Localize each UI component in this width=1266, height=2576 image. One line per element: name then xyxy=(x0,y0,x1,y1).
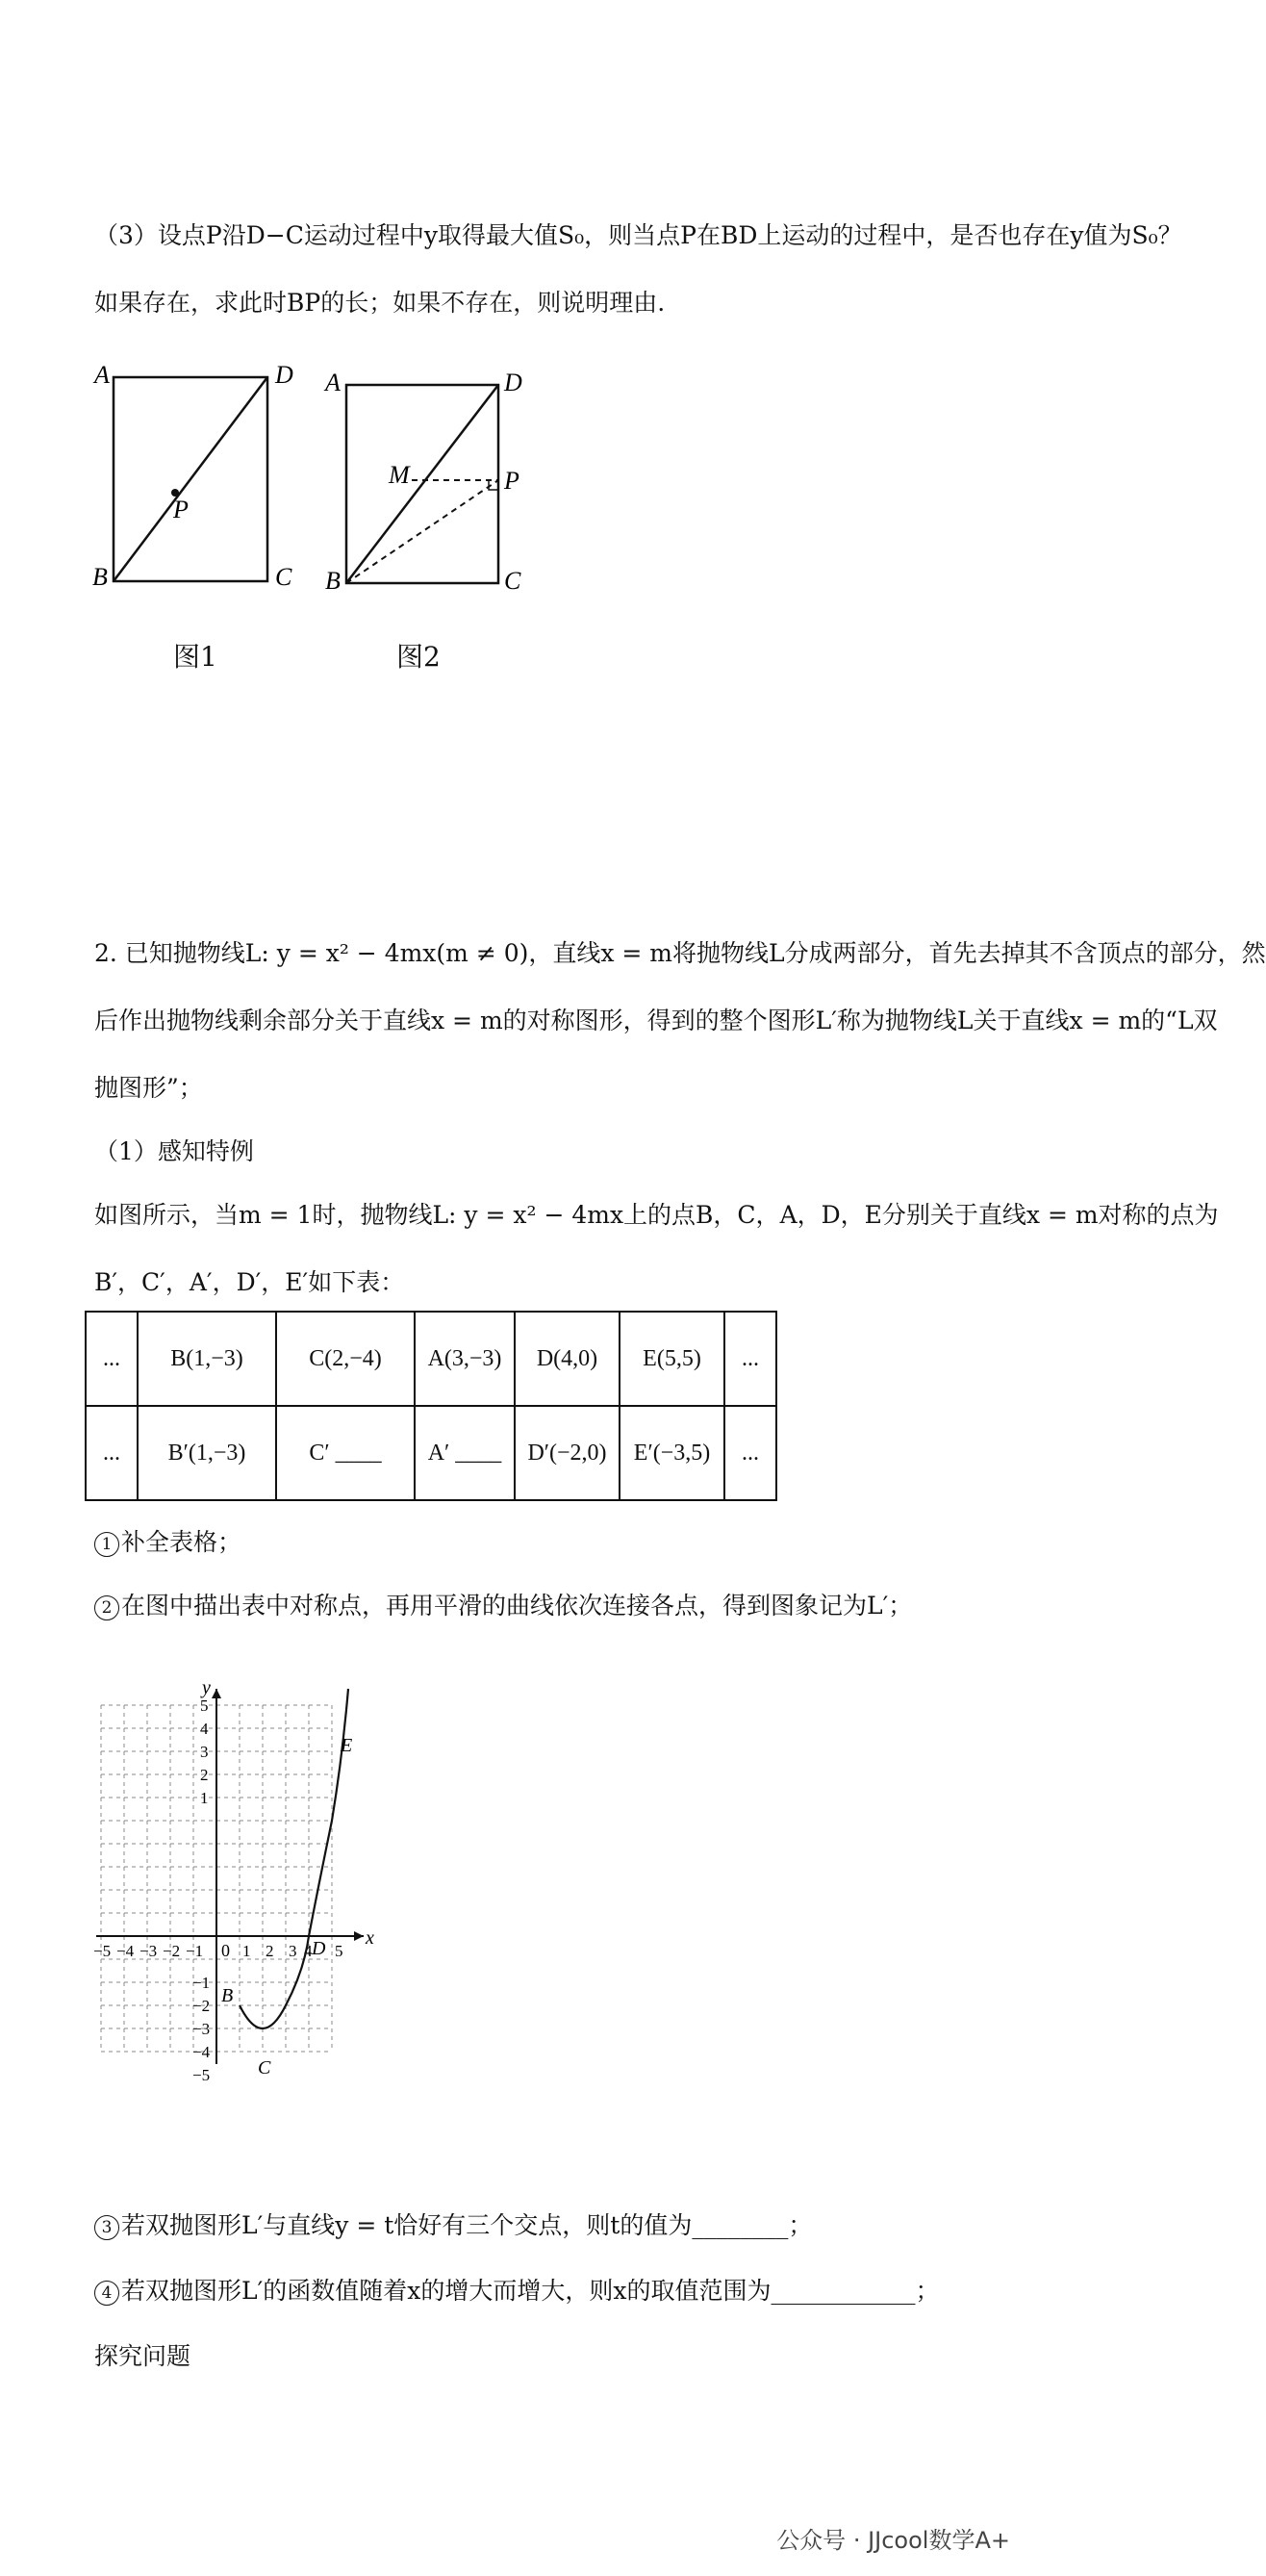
table-cell: ... xyxy=(86,1406,138,1500)
y-tick-label: 2 xyxy=(200,1766,209,1784)
table-cell: B(1,−3) xyxy=(138,1312,276,1406)
q2-line5: B′，C′，A′，D′，E′如下表： xyxy=(94,1268,405,1296)
table-cell: C(2,−4) xyxy=(276,1312,415,1406)
item-4 xyxy=(94,2275,939,2308)
item-number: 1 xyxy=(94,1532,119,1557)
table-cell: B′(1,−3) xyxy=(138,1406,276,1500)
item-text: 若双抛图形L′与直线y = t恰好有三个交点，则t的值为________； xyxy=(121,2211,813,2239)
q2-line1: 2. 已知抛物线L: y = x² − 4mx(m ≠ 0)，直线x = m将抛物线L分成两部分，首先去掉其不含顶点的部分，然 xyxy=(94,939,1266,967)
origin-label: 0 xyxy=(221,1941,230,1960)
q2-line4: 如图所示，当m = 1时，抛物线L: y = x² − 4mx上的点B，C，A，D，E分别关于直线x = m对称的点为 xyxy=(94,1201,1219,1229)
y-axis-label: y xyxy=(202,1677,211,1698)
x-tick-label: 2 xyxy=(266,1942,274,1960)
y-tick-label: 1 xyxy=(200,1789,209,1807)
table-row xyxy=(86,1312,776,1406)
item-text: 在图中描出表中对称点，再用平滑的曲线依次连接各点，得到图象记为L′； xyxy=(121,1592,913,1620)
q2-line2: 后作出抛物线剩余部分关于直线x = m的对称图形，得到的整个图形L′称为抛物线L关于直线x = m的“L双 xyxy=(94,1007,1218,1034)
y-tick-label: −1 xyxy=(192,1974,211,1992)
figure-2 xyxy=(317,356,539,595)
y-tick-label: −2 xyxy=(192,1997,211,2015)
fig2-label-M: M xyxy=(389,461,410,489)
item-2 xyxy=(94,1590,912,1622)
fig2-label-B: B xyxy=(325,567,341,595)
table-cell: ... xyxy=(86,1312,138,1406)
x-tick-label: 3 xyxy=(289,1942,297,1960)
table-cell: D′(−2,0) xyxy=(515,1406,620,1500)
item-1 xyxy=(94,1526,241,1559)
item-text: 若双抛图形L′的函数值随着x的增大而增大，则x的取值范围为____________； xyxy=(121,2277,940,2305)
fig2-caption: 图2 xyxy=(396,641,441,673)
q2-sub1: （1）感知特例 xyxy=(94,1137,254,1165)
symmetry-table xyxy=(85,1311,777,1501)
x-tick-label: 4 xyxy=(304,1942,313,1960)
fig2-label-P: P xyxy=(504,467,519,495)
fig1-caption: 图1 xyxy=(173,641,217,673)
watermark: 公众号 · JJcool数学A+ xyxy=(776,2527,1010,2554)
x-tick-label: 5 xyxy=(335,1942,343,1960)
table-cell: ... xyxy=(724,1312,776,1406)
point-label-D: D xyxy=(312,1938,326,1959)
y-tick-label: −3 xyxy=(192,2020,211,2038)
table-row xyxy=(86,1406,776,1500)
q2-line3: 抛图形”； xyxy=(94,1074,203,1102)
point-label-E: E xyxy=(341,1735,353,1756)
item-3 xyxy=(94,2209,812,2242)
y-tick-label: 5 xyxy=(200,1696,209,1715)
x-tick-label: 1 xyxy=(242,1942,251,1960)
x-tick-label: −5 xyxy=(93,1942,112,1960)
table-cell: D(4,0) xyxy=(515,1312,620,1406)
y-tick-label: 3 xyxy=(200,1743,209,1761)
coordinate-graph xyxy=(77,1650,404,2189)
point-label-C: C xyxy=(258,2057,271,2079)
fig2-label-D: D xyxy=(504,369,522,396)
fig1-label-P: P xyxy=(173,496,189,523)
fig2-label-A: A xyxy=(325,369,341,396)
fig1-label-A: A xyxy=(94,361,110,389)
explore-heading: 探究问题 xyxy=(94,2342,191,2370)
table-cell: A(3,−3) xyxy=(415,1312,515,1406)
point-label-B: B xyxy=(221,1985,234,2006)
x-tick-label: −4 xyxy=(116,1942,135,1960)
x-tick-label: −1 xyxy=(186,1942,204,1960)
item-number: 3 xyxy=(94,2215,119,2240)
x-axis-label: x xyxy=(366,1927,374,1949)
table-cell: A′ ____ xyxy=(415,1406,515,1500)
figure-1 xyxy=(87,356,308,591)
fig1-label-D: D xyxy=(275,361,293,389)
x-tick-label: −3 xyxy=(139,1942,158,1960)
x-tick-label: −2 xyxy=(163,1942,181,1960)
item-number: 2 xyxy=(94,1595,119,1620)
fig2-label-C: C xyxy=(504,567,521,595)
y-tick-label: −5 xyxy=(192,2066,211,2084)
item-text: 补全表格； xyxy=(121,1528,242,1556)
y-tick-label: −4 xyxy=(192,2043,211,2061)
part3-line1: （3）设点P沿D−C运动过程中y取得最大值S₀，则当点P在BD上运动的过程中，是否也存在y值为S₀？ xyxy=(94,221,1182,249)
table-cell: E(5,5) xyxy=(620,1312,724,1406)
table-cell: E′(−3,5) xyxy=(620,1406,724,1500)
fig1-label-B: B xyxy=(92,563,108,591)
table-cell: ... xyxy=(724,1406,776,1500)
fig1-label-C: C xyxy=(275,563,292,591)
item-number: 4 xyxy=(94,2281,119,2306)
y-tick-label: 4 xyxy=(200,1720,209,1738)
table-cell: C′ ____ xyxy=(276,1406,415,1500)
part3-line2: 如果存在，求此时BP的长；如果不存在，则说明理由. xyxy=(94,289,666,317)
